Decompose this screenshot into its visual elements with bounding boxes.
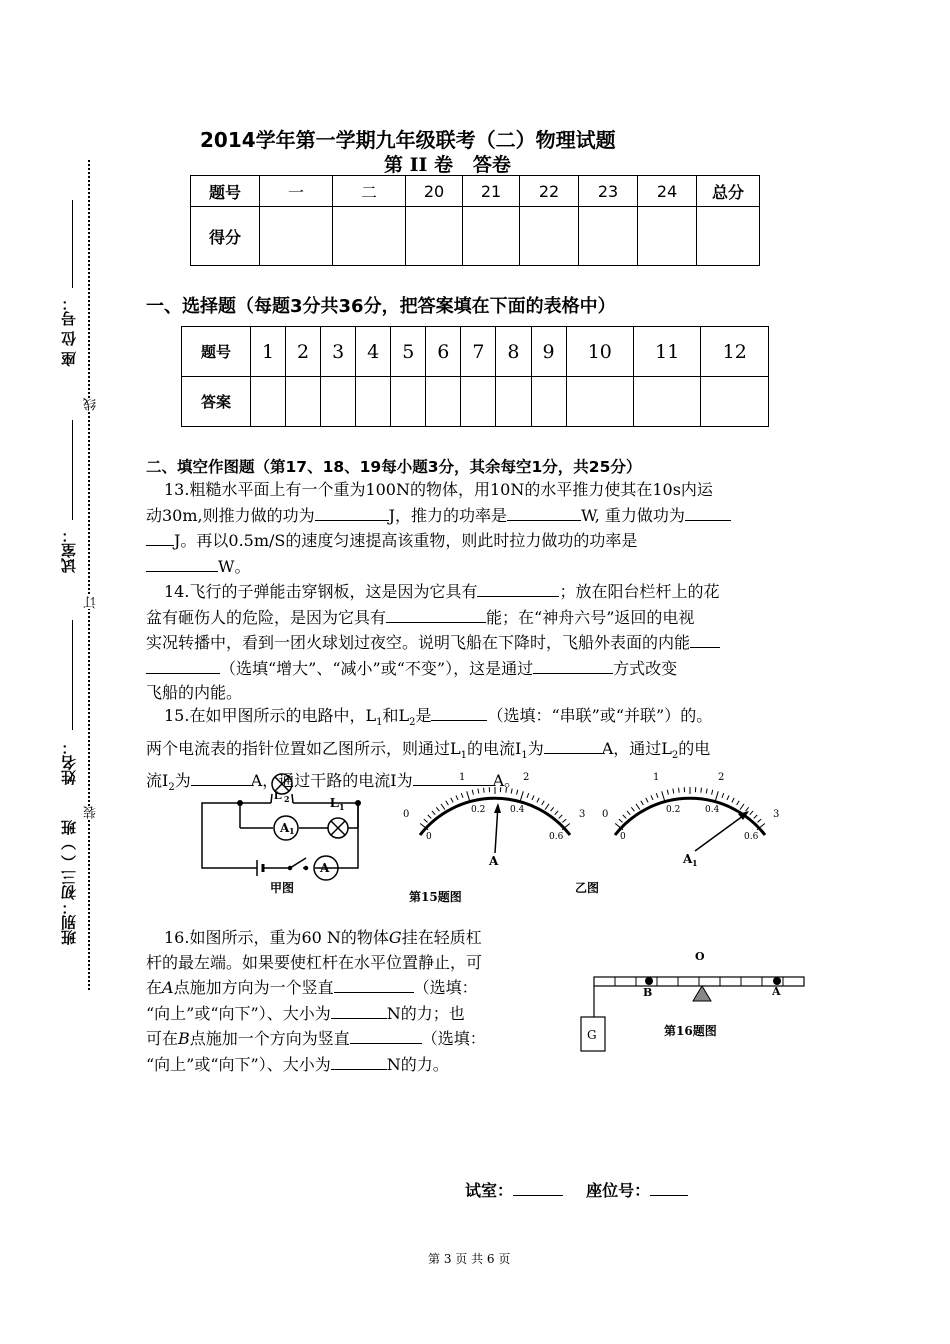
q16-g-symbol: G [388,928,402,947]
q16-text: 在 [146,978,163,997]
score-table [190,175,760,266]
answer-cell[interactable] [496,377,531,427]
q15-text: （选填：“串联”或“并联”）的。 [487,706,713,725]
question-number: 1 [251,327,286,377]
page-number: 第 3 页 共 6 页 [428,1252,511,1266]
meter1-tick-label: 1 [459,772,466,783]
q15-text: 的电 [678,738,711,758]
q15-sub: 1 [460,749,468,761]
page-subtitle: 第 II 卷 答卷 [384,154,511,176]
q13-text: J。再以0.5m/S的速度匀速提高该重物，则此时拉力做功的功率是 [174,531,638,550]
score-header-cell: 一 [260,176,333,207]
q14-line1 [146,579,826,605]
q16-b-direction-blank[interactable] [350,1026,422,1044]
meter-tick [527,793,529,798]
q16-line1 [146,926,566,951]
question-number: 7 [461,327,496,377]
meter1-tick-label: 2 [523,772,530,783]
q14-text: 14.飞行的子弹能击穿钢板，这是因为它具有 [164,582,478,601]
q15-text: 的电流I [467,738,522,758]
q14-text: 实况转播中，看到一团火球划过夜空。说明飞船在下降时，飞船外表面的内能 [146,633,691,652]
q14-line5: 飞船的内能。 [146,683,243,702]
meter-tick [478,789,479,794]
score-header-cell: 23 [579,176,638,207]
seat-underline [72,200,73,288]
room-underline [72,420,73,520]
meter-tick [746,807,749,811]
answer-cell[interactable] [461,377,496,427]
q13-line4 [146,554,826,580]
q16-text: “向上”或“向下”）、大小为 [146,1003,331,1023]
fig-caption-15: 第15题图 [409,890,462,904]
meter-tick [667,790,668,795]
q16-a-magnitude-blank[interactable] [331,1001,387,1019]
meter-tick [461,793,463,798]
meter-tick [651,795,653,800]
question-number: 10 [566,327,633,377]
q14-text: ；放在阳台栏杆上的花 [559,582,720,601]
lever-pivot-label: O [695,950,705,963]
section1-title: 一、选择题（每题3分共36分，把答案填在下面的表格中） [146,296,616,317]
q15-text: 流I [146,771,169,791]
ammeter-dial-1 [403,772,585,868]
fulcrum-icon [693,986,711,1001]
score-header-cell: 22 [520,176,579,207]
q16-line4 [146,1001,566,1027]
question-number: 6 [426,327,461,377]
q13-gravity-work-blank[interactable] [685,503,731,521]
meter-tick [545,804,549,810]
q15-connection-blank[interactable] [431,703,487,721]
fig-caption-16: 第16题图 [664,1024,717,1038]
meter-tick [722,793,724,798]
side-ding-mark: 订 [84,596,99,609]
lever-b-label: B [643,986,653,999]
meter2-needle [695,813,747,851]
q15-text: 两个电流表的指针位置如乙图所示，则通过L [146,738,461,758]
meter-tick [506,788,507,793]
question-number: 12 [701,327,769,377]
answer-cell[interactable] [391,377,426,427]
side-room-label: 试室： [60,528,78,573]
q14-text: 能；在“神舟六号”返回的电视 [486,607,695,627]
meter2-scale-label: 0.4 [705,805,720,815]
meter-tick [673,789,674,794]
q15-text: 是 [415,706,432,725]
question-14 [146,579,826,706]
label-L2: L [274,788,283,802]
q14-line2 [146,605,826,631]
q16-line3 [146,975,566,1001]
meter-tick [656,793,658,798]
q14-text: （选填“增大”、“减小”或“不变”），这是通过 [220,658,534,678]
question-number: 8 [496,327,531,377]
q13-line3 [146,528,826,554]
q13-text: 动30m,则推力做的功为 [146,505,315,525]
q15-i1-blank[interactable] [544,736,602,754]
q14-line3 [146,630,826,656]
bottom-seat-label: 座位号： [586,1181,651,1200]
q14-blank-4[interactable] [533,656,613,674]
meter-tick [424,819,428,822]
meter-tick [732,798,734,802]
meter-tick [532,795,534,800]
q15-figure [195,765,795,915]
meter2-name: A [683,852,693,866]
meter1-scale-label: 0.2 [471,805,486,815]
meter-tick [757,819,761,822]
q15-sub: 2 [671,749,679,761]
q14-line4 [146,656,826,682]
score-cell[interactable] [520,207,579,266]
meter-tick [662,791,665,801]
meter1-tick-label: 3 [579,809,586,820]
q16-text: 点施加一个方向为竖直 [189,1029,350,1048]
meter-tick [436,807,439,811]
meter-tick [432,811,435,815]
q14-blank-2[interactable] [386,605,486,623]
meter2-scale-label: 0.2 [666,805,681,815]
meter-tick [715,791,718,801]
q15-sub: 1 [521,749,528,761]
score-row-label: 得分 [191,207,260,266]
q16-text: 可在 [146,1029,179,1048]
score-header-cell: 24 [638,176,697,207]
meter1-name: A [489,854,499,868]
score-cell[interactable] [406,207,463,266]
meter-tick [754,815,758,819]
label-L2-sub: 2 [284,794,290,804]
question-number: 2 [286,327,321,377]
q15-text: 为 [527,738,544,758]
meter-tick [627,811,630,815]
q14-blank-3-cont[interactable] [146,656,220,674]
label-A: A [320,861,330,875]
q15-text: A。 [492,771,521,791]
q16-text: 点施加方向为一个竖直 [173,978,334,997]
q16-text: 挂在轻质杠 [401,928,482,947]
score-cell[interactable] [333,207,406,266]
q16-text: （选填： [413,978,478,997]
answer-cell[interactable] [566,377,633,427]
q16-text: N的力；也 [386,1003,465,1023]
score-header-cell: 二 [333,176,406,207]
meter-tick [646,798,648,802]
label-L1-sub: 1 [339,802,345,812]
meter-tick [619,819,623,822]
q15-text: 为 [174,771,191,791]
q13-lift-power-blank[interactable] [146,554,218,572]
meter-tick [467,791,470,801]
answer-cell[interactable] [634,377,701,427]
meter-tick [517,790,518,795]
label-A1-sub: 1 [289,826,295,836]
page-title: 2014学年第一学期九年级联考（二）物理试题 [200,128,616,152]
meter-tick [641,801,644,805]
score-header-cell: 总分 [697,176,760,207]
score-cell[interactable] [638,207,697,266]
q13-gravity-work-blank-cont[interactable] [146,528,174,546]
meter2-tick-label: 0 [602,809,609,820]
meter-tick [727,795,729,800]
answer-table [181,326,769,427]
q15-line1 [146,703,826,736]
answer-cell[interactable] [426,377,461,427]
meter2-tick-label: 3 [773,809,780,820]
q16-line6 [146,1052,566,1078]
q14-text: 方式改变 [613,658,678,678]
meter2-name-sub: 1 [692,858,698,868]
meter2-scale-label: 0 [620,832,626,842]
score-cell[interactable] [697,207,760,266]
q13-line2 [146,503,826,529]
lever-a-label: A [772,985,781,998]
answer-cell[interactable] [286,377,321,427]
side-line-mark: 线 [84,398,99,411]
score-header-cell: 题号 [191,176,260,207]
q16-line2: 杆的最左端。如果要使杠杆在水平位置静止，可 [146,952,483,972]
side-name-label: 姓名： [60,740,78,785]
q13-power-blank[interactable] [507,503,581,521]
q16-lever-figure [575,945,820,1060]
meter-tick [451,798,453,802]
meter-tick [712,790,713,795]
meter1-scale-label: 0.6 [549,832,564,842]
bottom-room-blank[interactable] [513,1178,563,1196]
q16-b-symbol: B [178,1029,190,1048]
question-13 [146,478,826,579]
meter-tick [484,788,485,793]
question-16 [146,926,566,1077]
meter-tick [446,801,449,805]
bottom-room-label: 试室： [465,1181,514,1200]
meter-tick [636,804,640,810]
section2-title: 二、填空作图题（第17、18、19每小题3分，其余每空1分，共25分） [146,458,642,476]
fig-jia-label: 甲图 [270,881,295,895]
meter-tick [737,801,740,805]
question-number: 5 [391,327,426,377]
q15-sub: 2 [168,782,175,794]
fig-yi-label: 乙图 [575,881,600,895]
meter-tick [555,811,558,815]
meter-tick [559,815,563,819]
ammeter-dial-2 [602,772,779,868]
q13-work-blank[interactable] [315,503,389,521]
answer-cell[interactable] [321,377,356,427]
question-number: 11 [634,327,701,377]
meter1-tick-label: 0 [403,809,410,820]
q16-text: N的力。 [386,1054,449,1074]
q16-text: （选填： [421,1029,486,1048]
meter2-tick-label: 1 [653,772,660,783]
q16-a-symbol: A [162,978,174,997]
q13-text: W。 [218,556,251,576]
bottom-fields [465,1178,688,1201]
meter-tick [551,807,554,811]
meter1-scale-label: 0.4 [510,805,525,815]
q13-line1: 13.粗糙水平面上有一个重为100N的物体，用10N的水平推力使其在10s内运 [164,480,713,499]
q16-line5 [146,1026,566,1052]
meter2-scale-label: 0.6 [744,832,759,842]
answer-cell[interactable] [531,377,566,427]
meter-tick [542,801,545,805]
q13-text: J，推力的功率是 [388,505,508,525]
side-zhuang-mark: 装 [84,806,99,819]
meter-tick [520,791,523,801]
q16-a-direction-blank[interactable] [334,975,414,993]
question-number: 9 [531,327,566,377]
q14-blank-1[interactable] [477,579,559,597]
score-header-cell: 21 [463,176,520,207]
meter-tick [701,788,702,793]
label-L1: L [330,796,340,811]
meter-tick [456,795,458,800]
score-cell[interactable] [579,207,638,266]
q15-line2 [146,736,826,769]
question-number: 3 [321,327,356,377]
meter-tick [631,807,634,811]
answer-cell[interactable] [356,377,391,427]
q16-text: 16.如图所示，重为60 N的物体 [164,928,389,947]
lever-point-b [645,977,653,985]
meter-tick [441,804,445,810]
q15-sub: 1 [376,717,383,729]
answer-cell[interactable] [251,377,286,427]
label-A1: A [280,821,290,835]
meter-tick [511,789,512,794]
q14-blank-3[interactable] [690,630,720,648]
meter-tick [679,788,680,793]
weight-g-label: G [587,1028,597,1042]
side-seat-label: 座 位 号： [60,296,78,367]
q16-text: “向上”或“向下”）、大小为 [146,1054,331,1074]
answer-cell[interactable] [701,377,769,427]
meter-tick [562,819,566,822]
q15-text: 15.在如甲图所示的电路中，L [164,706,377,725]
q13-text: W, 重力做功为 [581,505,685,525]
q14-text: 盆有砸伤人的危险，是因为它具有 [146,607,387,627]
name-underline [72,620,73,730]
meter-tick [472,790,473,795]
meter-tick [428,815,432,819]
q16-b-magnitude-blank[interactable] [331,1052,387,1070]
answer-row-label: 题号 [182,327,251,377]
q15-text: 和L [382,706,410,725]
binding-dotted-line [88,160,90,990]
q15-sub: 2 [409,717,416,729]
score-header-cell: 20 [406,176,463,207]
score-cell[interactable] [260,207,333,266]
meter2-tick-label: 2 [718,772,725,783]
score-cell[interactable] [463,207,520,266]
side-class-label: 班别：初三（ ）班 [60,820,78,946]
q15-text: A，通过干路的电流I为 [250,771,413,791]
meter1-scale-label: 0 [426,832,432,842]
meter-tick [750,811,753,815]
meter-tick [706,789,707,794]
q15-text: A，通过L [601,738,672,758]
answer-row-label: 答案 [182,377,251,427]
bottom-seat-blank[interactable] [650,1178,688,1196]
question-number: 4 [356,327,391,377]
meter-tick [623,815,627,819]
meter-tick [537,798,539,802]
lever-point-a [773,977,781,985]
meter-tick [740,804,744,810]
